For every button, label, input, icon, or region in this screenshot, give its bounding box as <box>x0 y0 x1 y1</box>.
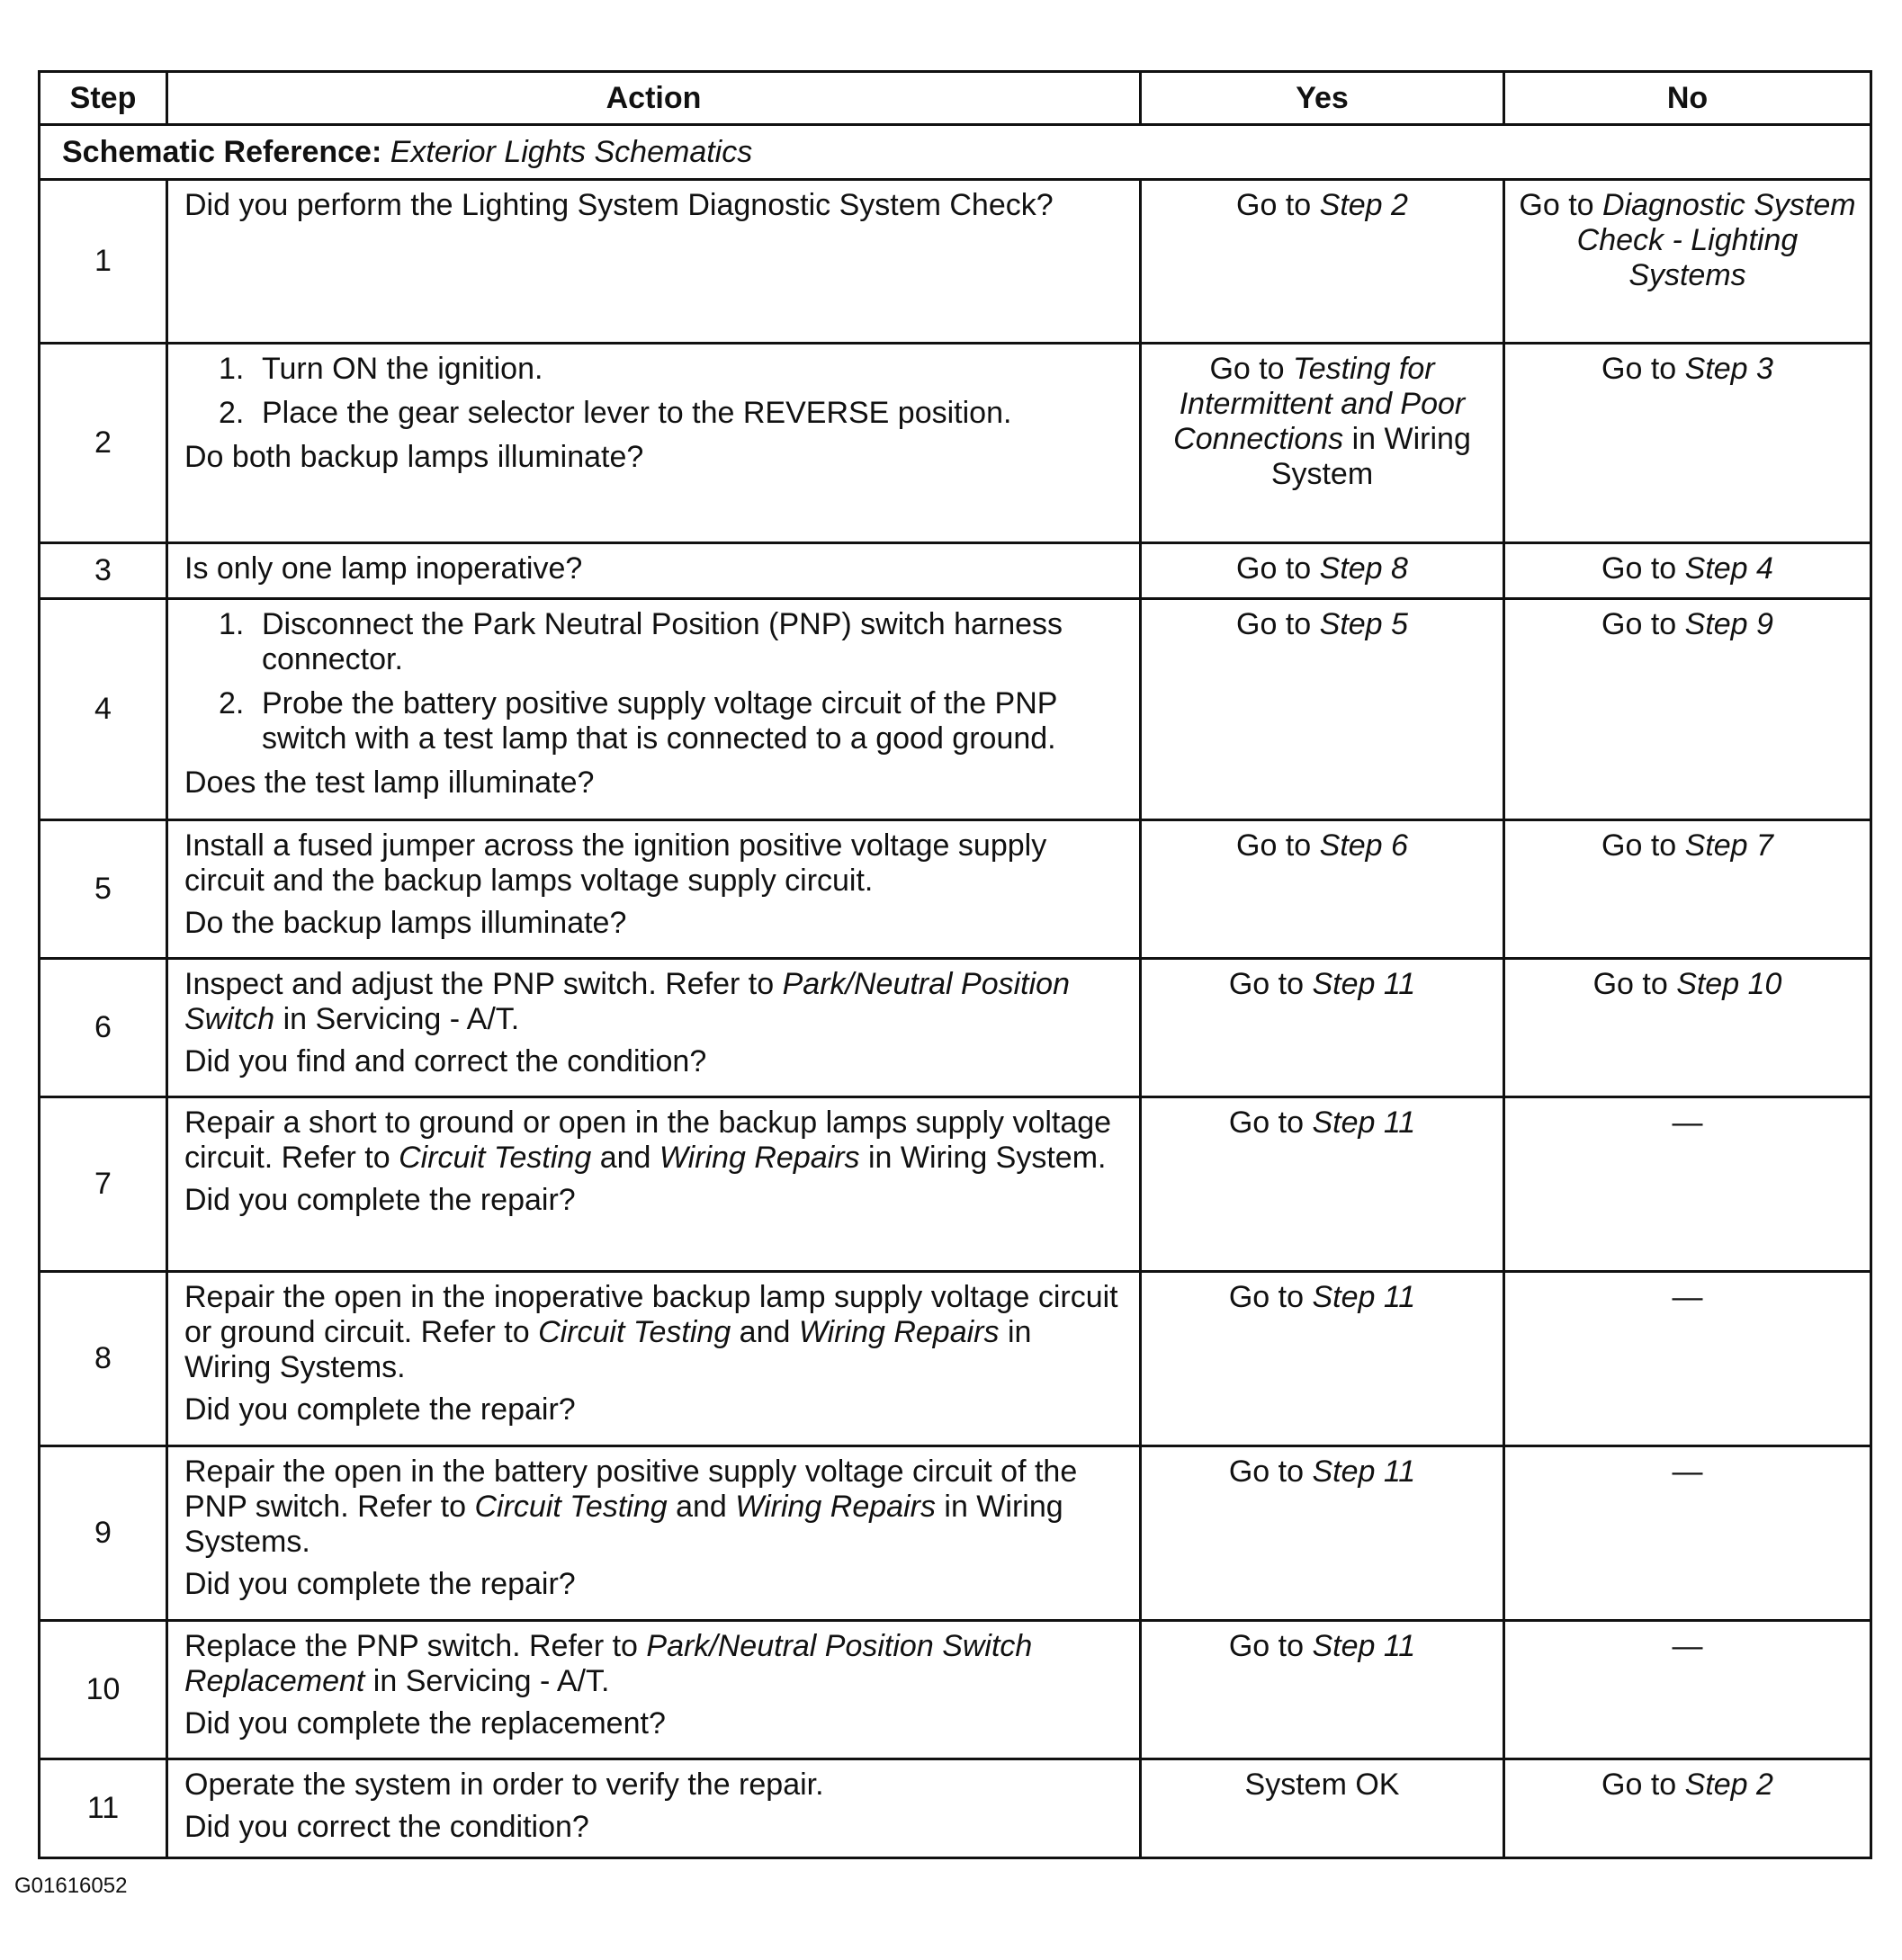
step-number: 7 <box>40 1097 167 1272</box>
header-yes: Yes <box>1141 72 1504 125</box>
action-text: Repair a short to ground or open in the backup lamps supply voltage circuit. Refer to Circuit Testing and Wiring Repairs in Wiring System. <box>184 1105 1112 1175</box>
no-cell <box>1504 1621 1871 1759</box>
step-number: 8 <box>40 1272 167 1446</box>
action-cell <box>167 543 1141 599</box>
no-cell <box>1504 959 1871 1097</box>
step-number: 6 <box>40 959 167 1097</box>
yes-result[interactable]: Go to Step 11 <box>1228 1629 1416 1663</box>
yes-result[interactable]: Go to Step 6 <box>1236 828 1408 863</box>
no-result[interactable]: Go to Step 7 <box>1601 828 1773 863</box>
header-no: No <box>1504 72 1871 125</box>
table-row <box>40 1446 1871 1621</box>
list-item: 2. Place the gear selector lever to the REVERSE position. <box>219 396 1012 430</box>
header-step: Step <box>40 72 167 125</box>
question-text: Do the backup lamps illuminate? <box>184 906 627 940</box>
yes-result[interactable]: Go to Step 11 <box>1228 1454 1416 1489</box>
action-cell <box>167 1446 1141 1621</box>
no-cell <box>1504 820 1871 959</box>
step-number: 5 <box>40 820 167 959</box>
no-cell <box>1504 1759 1871 1858</box>
reference-link[interactable]: Circuit Testing <box>538 1315 731 1349</box>
no-result[interactable]: Go to Step 9 <box>1601 607 1773 641</box>
list-item: 1. Turn ON the ignition. <box>219 352 543 386</box>
action-text: Operate the system in order to verify the repair. <box>184 1768 824 1802</box>
action-cell <box>167 959 1141 1097</box>
question-text: Did you correct the condition? <box>184 1810 589 1844</box>
schematic-reference-row <box>40 125 1871 180</box>
yes-result[interactable]: Go to Step 11 <box>1228 967 1416 1001</box>
action-cell <box>167 1759 1141 1858</box>
yes-cell <box>1141 1272 1504 1446</box>
action-text: Replace the PNP switch. Refer to Park/Neutral Position Switch Replacement in Servicing - A/T. <box>184 1629 1033 1698</box>
action-cell <box>167 180 1141 344</box>
question-text: Does the test lamp illuminate? <box>184 765 595 800</box>
step-number: 4 <box>40 599 167 820</box>
yes-cell <box>1141 543 1504 599</box>
reference-link[interactable]: Park/Neutral Position Switch <box>184 967 1070 1036</box>
yes-result[interactable]: Go to Testing for Intermittent and Poor Connections in Wiring System <box>1173 352 1471 491</box>
no-cell <box>1504 1097 1871 1272</box>
schematic-reference <box>40 125 1871 180</box>
step-number: 3 <box>40 543 167 599</box>
table-row <box>40 543 1871 599</box>
question-text: Is only one lamp inoperative? <box>184 551 583 586</box>
yes-cell <box>1141 820 1504 959</box>
table-row <box>40 1759 1871 1858</box>
question-text: Did you complete the repair? <box>184 1183 576 1217</box>
schematic-reference-label: Schematic Reference: <box>62 134 382 169</box>
no-cell <box>1504 344 1871 543</box>
header-action: Action <box>167 72 1141 125</box>
step-number: 10 <box>40 1621 167 1759</box>
step-number: 11 <box>40 1759 167 1858</box>
list-item: 1. Disconnect the Park Neutral Position (PNP) switch harness connector. <box>219 607 1063 676</box>
action-steps-list <box>184 352 1121 431</box>
action-text: Repair the open in the battery positive supply voltage circuit of the PNP switch. Refer to Circuit Testing and Wiring Repairs in Wiring Systems. <box>184 1454 1078 1559</box>
action-steps-list <box>184 607 1121 756</box>
yes-result[interactable]: Go to Step 11 <box>1228 1105 1416 1140</box>
no-result: — <box>1672 1454 1703 1489</box>
question-text: Did you complete the replacement? <box>184 1706 666 1741</box>
action-text: Inspect and adjust the PNP switch. Refer to Park/Neutral Position Switch in Servicing - A/T. <box>184 967 1070 1036</box>
yes-cell <box>1141 1446 1504 1621</box>
figure-id: G01616052 <box>14 1874 128 1898</box>
no-cell <box>1504 1446 1871 1621</box>
no-cell <box>1504 180 1871 344</box>
reference-link[interactable]: Circuit Testing <box>474 1490 668 1524</box>
action-cell <box>167 344 1141 543</box>
table-row <box>40 820 1871 959</box>
table-row <box>40 959 1871 1097</box>
reference-link[interactable]: Wiring Repairs <box>798 1315 1000 1349</box>
no-cell <box>1504 543 1871 599</box>
table-row <box>40 1621 1871 1759</box>
action-cell <box>167 820 1141 959</box>
table-row <box>40 1097 1871 1272</box>
no-result: — <box>1672 1629 1703 1663</box>
action-text: Install a fused jumper across the ignition positive voltage supply circuit and the backup lamps voltage supply circuit. <box>184 828 1047 898</box>
question-text: Did you find and correct the condition? <box>184 1044 707 1078</box>
action-text: Repair the open in the inoperative backup lamp supply voltage circuit or ground circuit. Refer to Circuit Testing and Wiring Repairs in Wiring Systems. <box>184 1280 1118 1384</box>
yes-result[interactable]: Go to Step 2 <box>1236 188 1408 222</box>
no-result[interactable]: Go to Diagnostic System Check - Lighting Systems <box>1519 188 1856 292</box>
header-row <box>40 72 1871 125</box>
action-cell <box>167 599 1141 820</box>
no-result: — <box>1672 1280 1703 1314</box>
yes-result[interactable]: Go to Step 8 <box>1236 551 1408 586</box>
yes-cell <box>1141 344 1504 543</box>
table-row <box>40 1272 1871 1446</box>
step-number: 1 <box>40 180 167 344</box>
yes-result[interactable]: Go to Step 11 <box>1228 1280 1416 1314</box>
action-cell <box>167 1097 1141 1272</box>
action-cell <box>167 1272 1141 1446</box>
action-cell <box>167 1621 1141 1759</box>
reference-link[interactable]: Wiring Repairs <box>659 1141 860 1175</box>
yes-cell <box>1141 1097 1504 1272</box>
diagnostic-table <box>38 70 1872 1859</box>
yes-cell <box>1141 180 1504 344</box>
step-number: 9 <box>40 1446 167 1621</box>
step-number: 2 <box>40 344 167 543</box>
yes-cell <box>1141 599 1504 820</box>
yes-cell <box>1141 959 1504 1097</box>
schematic-reference-link[interactable]: Exterior Lights Schematics <box>390 134 753 169</box>
table-row <box>40 599 1871 820</box>
list-item: 2. Probe the battery positive supply voltage circuit of the PNP switch with a test lamp that is connected to a good ground. <box>219 686 1057 756</box>
question-text: Did you complete the repair? <box>184 1567 576 1601</box>
no-result[interactable]: Go to Step 2 <box>1601 1768 1773 1802</box>
reference-link[interactable]: Wiring Repairs <box>735 1490 936 1524</box>
reference-link[interactable]: Park/Neutral Position Switch Replacement <box>184 1629 1033 1698</box>
question-text: Did you complete the repair? <box>184 1392 576 1427</box>
question-text: Did you perform the Lighting System Diagnostic System Check? <box>184 188 1054 222</box>
no-result[interactable]: Go to Step 10 <box>1592 967 1782 1001</box>
yes-result: System OK <box>1244 1768 1400 1802</box>
no-cell <box>1504 599 1871 820</box>
no-result: — <box>1672 1105 1703 1140</box>
table-row <box>40 344 1871 543</box>
reference-link[interactable]: Circuit Testing <box>399 1141 592 1175</box>
yes-cell <box>1141 1759 1504 1858</box>
no-result[interactable]: Go to Step 3 <box>1601 352 1773 386</box>
question-text: Do both backup lamps illuminate? <box>184 440 644 474</box>
no-result[interactable]: Go to Step 4 <box>1601 551 1773 586</box>
yes-result[interactable]: Go to Step 5 <box>1236 607 1408 641</box>
no-cell <box>1504 1272 1871 1446</box>
table-row <box>40 180 1871 344</box>
yes-cell <box>1141 1621 1504 1759</box>
